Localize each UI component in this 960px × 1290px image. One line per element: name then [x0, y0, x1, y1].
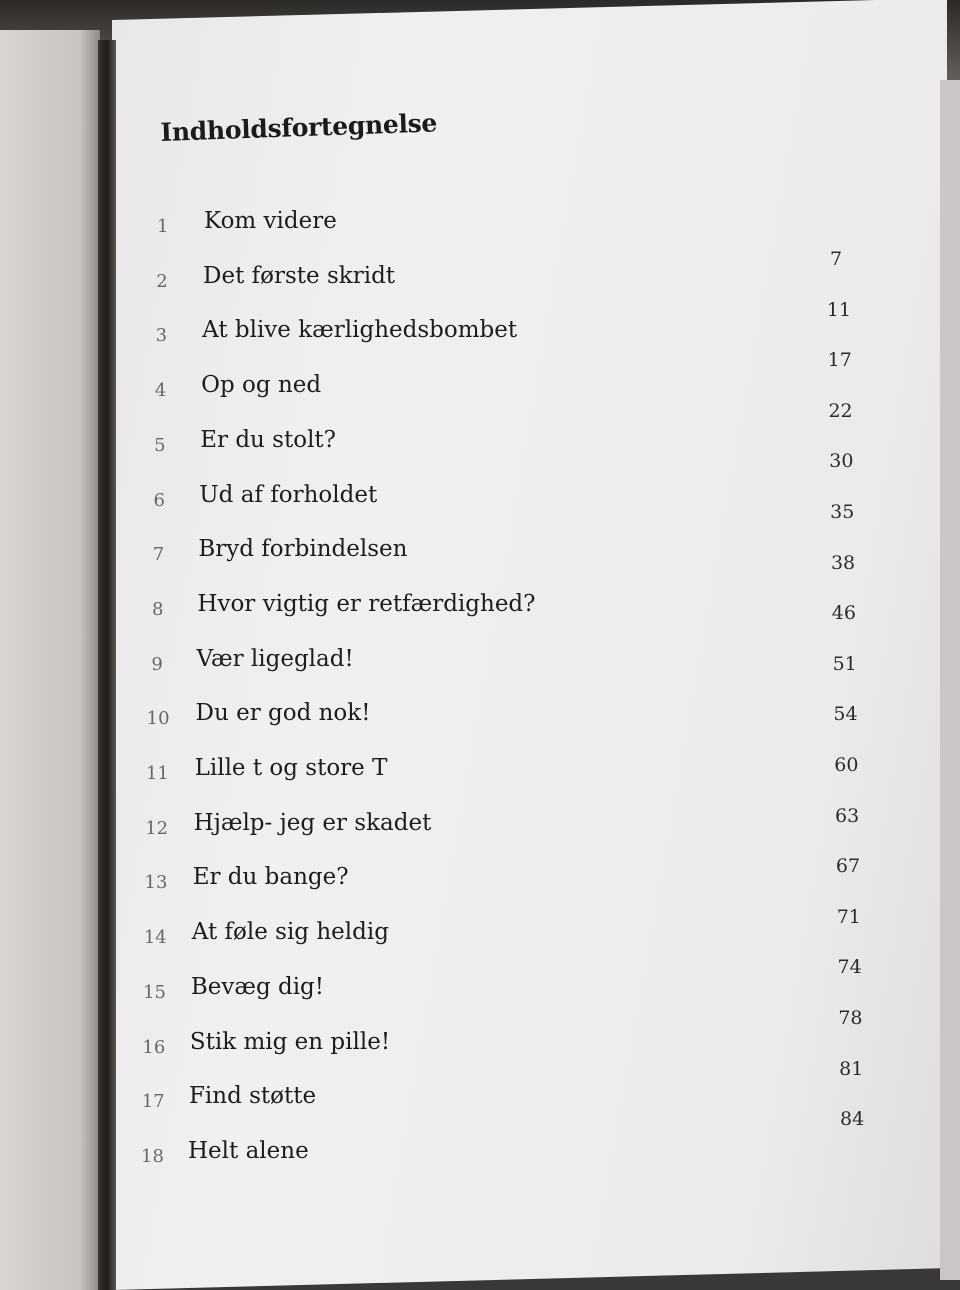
chapter-title: Kom videre — [204, 208, 337, 234]
book-gutter — [98, 40, 116, 1290]
page-number: 35 — [830, 501, 855, 523]
chapter-number: 1 — [157, 216, 169, 237]
page-number: 67 — [835, 855, 861, 878]
page-edge — [940, 80, 960, 1280]
page-number: 51 — [832, 652, 857, 675]
chapter-number: 15 — [143, 981, 167, 1003]
chapter-title: Op og ned — [201, 372, 322, 399]
left-page — [0, 30, 100, 1290]
chapter-title: Du er god nok! — [195, 700, 371, 727]
chapter-number: 4 — [154, 380, 167, 402]
chapter-number: 8 — [152, 598, 164, 620]
chapter-title: At blive kærlighedsbombet — [202, 317, 518, 344]
page-number: 74 — [837, 956, 862, 979]
chapter-title: Er du bange? — [192, 864, 349, 891]
chapter-title: Er du stolt? — [200, 426, 336, 453]
chapter-number: 11 — [145, 763, 169, 784]
chapter-number: 17 — [141, 1091, 165, 1113]
chapter-number: 16 — [142, 1036, 166, 1058]
page-number: 60 — [834, 754, 859, 776]
chapter-title: Find støtte — [188, 1083, 317, 1110]
chapter-number: 10 — [146, 708, 170, 730]
page-number: 46 — [831, 602, 856, 625]
chapter-title: Stik mig en pille! — [189, 1028, 391, 1055]
page-number: 63 — [835, 804, 860, 827]
page-number: 84 — [840, 1108, 865, 1131]
chapter-number: 7 — [152, 544, 165, 566]
chapter-title: Lille t og store T — [194, 755, 388, 781]
chapter-number: 5 — [154, 434, 166, 456]
chapter-title: Det første skridt — [203, 262, 396, 289]
chapter-number: 9 — [151, 653, 163, 675]
chapter-title: At føle sig heldig — [191, 919, 389, 946]
page-number: 22 — [828, 399, 853, 422]
chapter-title: Bevæg dig! — [190, 973, 325, 1000]
chapter-number: 13 — [144, 872, 168, 894]
chapter-number: 6 — [153, 489, 165, 511]
toc-title: Indholdsfortegnelse — [160, 108, 438, 147]
page-number: 17 — [827, 349, 852, 372]
chapter-number: 3 — [155, 325, 168, 347]
page-number: 38 — [830, 551, 856, 574]
page-number: 81 — [839, 1057, 864, 1080]
chapter-number: 2 — [156, 270, 168, 292]
chapter-title: Vær ligeglad! — [196, 645, 354, 672]
page-number: 78 — [838, 1007, 863, 1029]
chapter-title: Hvor vigtig er retfærdighed? — [197, 590, 536, 617]
page-number: 7 — [830, 248, 843, 270]
chapter-title: Helt alene — [188, 1137, 309, 1164]
chapter-title: Ud af forholdet — [199, 481, 378, 508]
page-number: 71 — [836, 905, 861, 928]
chapter-number: 18 — [141, 1145, 164, 1167]
page-number: 30 — [829, 450, 854, 473]
page-number: 54 — [833, 703, 858, 726]
chapter-number: 14 — [143, 927, 167, 949]
chapter-title: Hjælp- jeg er skadet — [193, 809, 432, 836]
chapter-number: 12 — [145, 817, 169, 839]
page-number: 11 — [826, 298, 851, 321]
chapter-title: Bryd forbindelsen — [198, 536, 408, 563]
